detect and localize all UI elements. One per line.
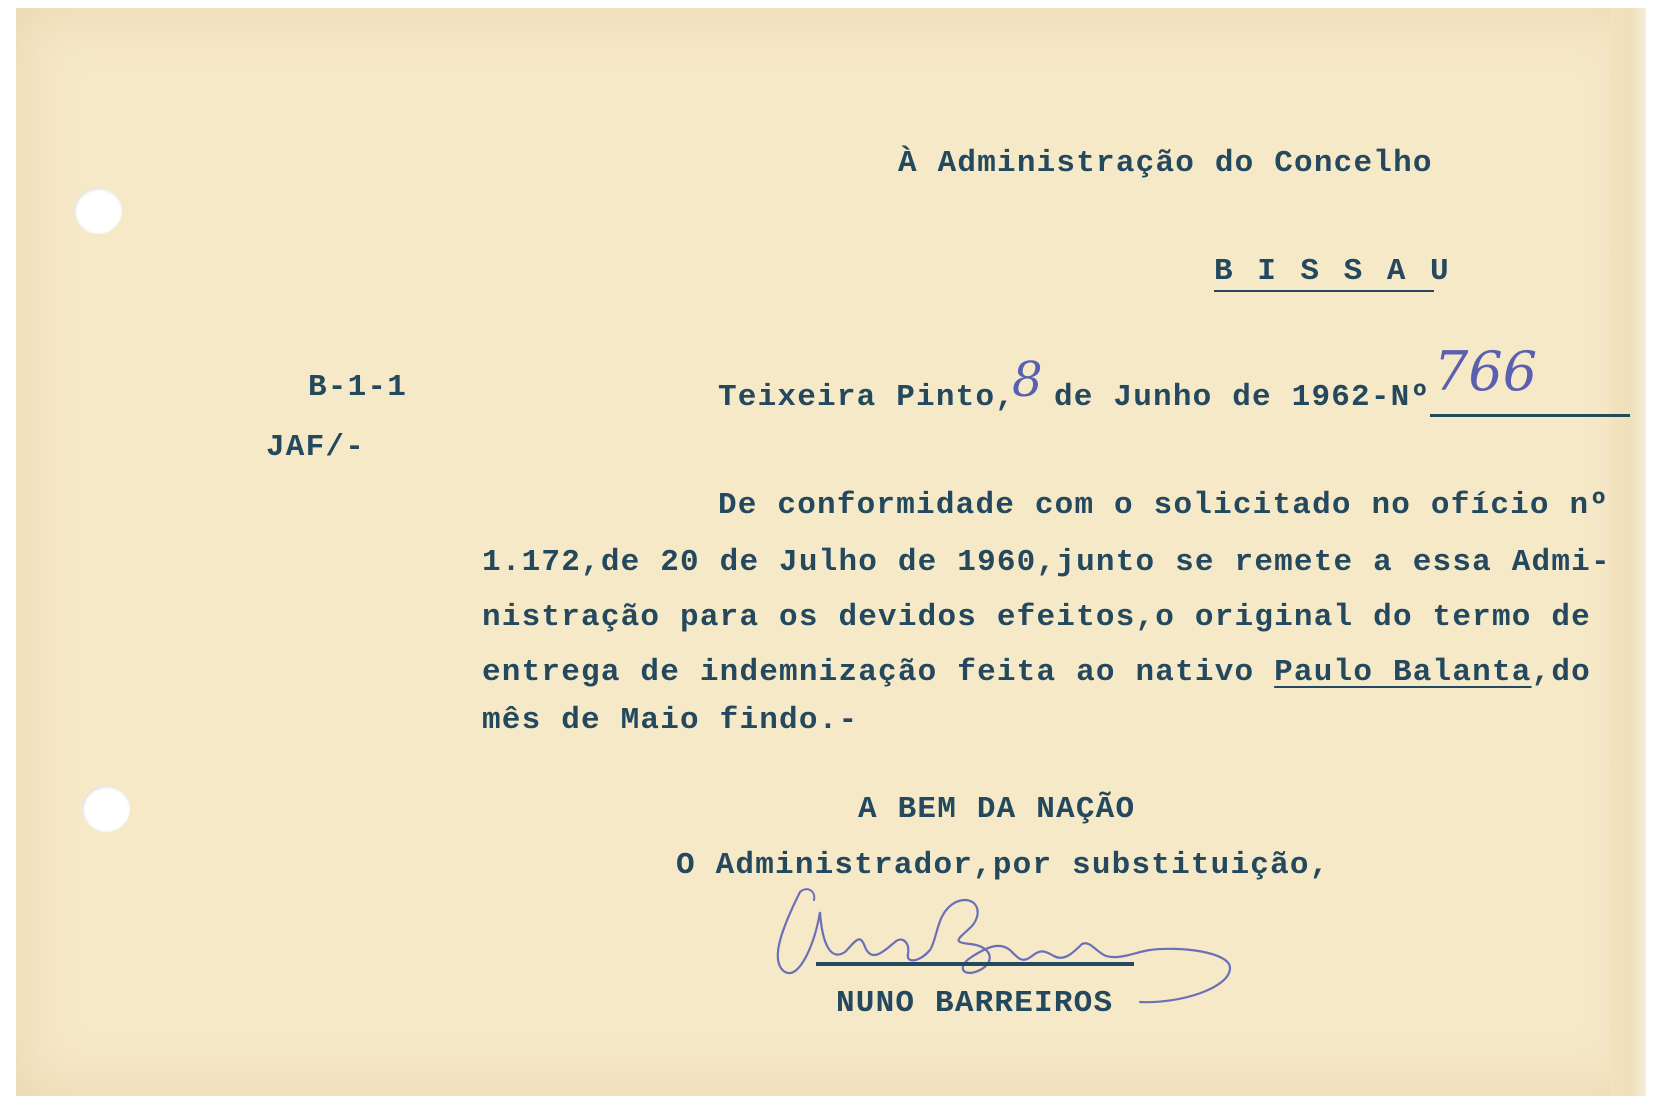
- paper-edge: [1610, 8, 1646, 1096]
- city-underline: [1214, 290, 1434, 292]
- document-number: 766: [1434, 340, 1538, 403]
- typist-initials: JAF/-: [266, 430, 366, 465]
- signature-line: [816, 962, 1134, 966]
- addressee-line: À Administração do Concelho: [898, 146, 1433, 181]
- dateline-rest: de Junho de 1962-Nº: [1054, 380, 1431, 415]
- reference-code: B-1-1: [308, 370, 408, 405]
- dateline-day: 8: [1012, 352, 1043, 408]
- closing-salutation: A BEM DA NAÇÃO: [858, 792, 1136, 827]
- body-line-5: mês de Maio findo.-: [482, 703, 859, 738]
- signatory-role: O Administrador,por substituição,: [676, 848, 1330, 883]
- native-name: Paulo Balanta: [1274, 655, 1532, 690]
- body-line-4-start: entrega de indemnização feita ao nativo: [482, 655, 1275, 690]
- punch-hole-top: [74, 188, 122, 234]
- dateline-place: Teixeira Pinto,: [718, 380, 1016, 415]
- body-line-4: [482, 655, 1591, 690]
- addressee-city: B I S S A U: [1214, 254, 1452, 289]
- number-underline: [1430, 414, 1630, 417]
- body-line-3: nistração para os devidos efeitos,o original do termo de: [482, 600, 1591, 635]
- body-line-1: De conformidade com o solicitado no ofício nº: [718, 488, 1610, 523]
- body-line-4-end: ,do: [1531, 655, 1591, 690]
- body-line-2: 1.172,de 20 de Julho de 1960,junto se remete a essa Admi-: [482, 545, 1611, 580]
- punch-hole-bottom: [82, 786, 130, 832]
- signatory-name: NUNO BARREIROS: [836, 986, 1114, 1021]
